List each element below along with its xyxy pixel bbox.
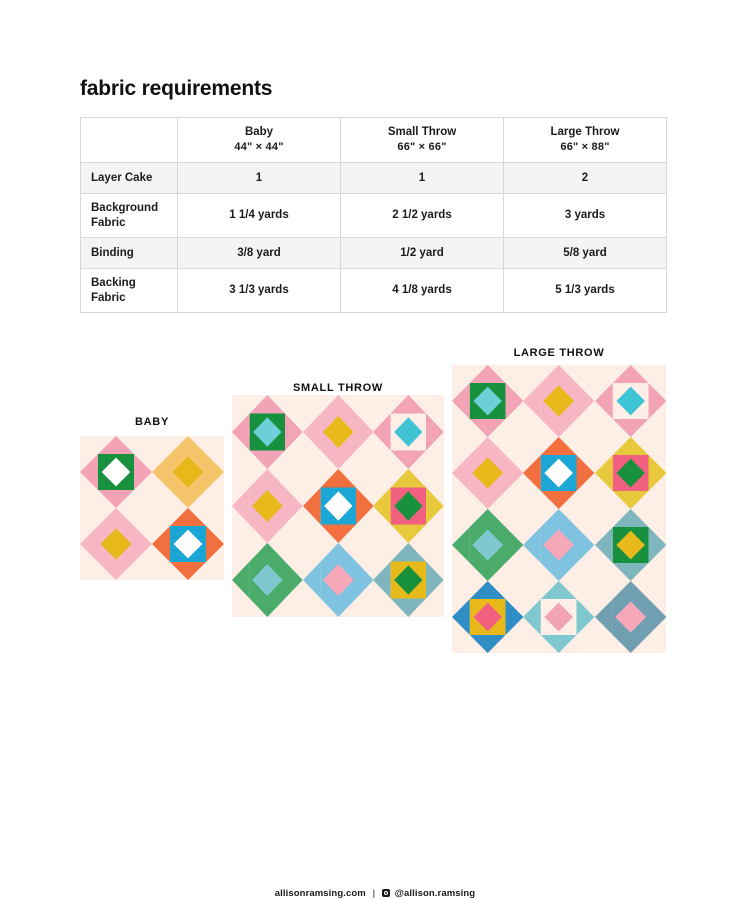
- table-body: [81, 163, 667, 313]
- table-header-row: [81, 118, 667, 163]
- footer-handle[interactable]: @allison.ramsing: [394, 888, 476, 899]
- quilt-label-large-throw: LARGE THROW: [513, 347, 605, 359]
- table-header: [81, 118, 667, 163]
- column-header-small-throw: [341, 118, 504, 163]
- quilt-block: [595, 437, 666, 509]
- quilt-block: [523, 365, 594, 437]
- quilt-block: [523, 581, 594, 653]
- quilt-block: [595, 581, 666, 653]
- table-cell: 4 1/8 yards: [341, 269, 504, 313]
- quilt-block: [373, 469, 444, 543]
- table-cell: 2: [504, 163, 667, 194]
- table-cell: 3 1/3 yards: [178, 269, 341, 313]
- table-cell: 1: [341, 163, 504, 194]
- quilt-block: [373, 395, 444, 469]
- quilt-block: [523, 437, 594, 509]
- row-label: Backing Fabric: [81, 269, 178, 313]
- quilt-block: [595, 509, 666, 581]
- quilt-block: [152, 508, 224, 580]
- quilt-block: [452, 365, 523, 437]
- row-label: Layer Cake: [81, 163, 178, 194]
- footer: [0, 888, 750, 899]
- quilt-label-small-throw: SMALL THROW: [293, 382, 383, 394]
- column-header-large-throw-size: 66" × 88": [560, 141, 610, 154]
- quilt-block: [80, 436, 152, 508]
- quilt-block: [373, 543, 444, 617]
- column-header-small-throw-name: Small Throw: [387, 125, 457, 138]
- fabric-requirements-table: [80, 117, 667, 313]
- quilt-block: [595, 365, 666, 437]
- table-cell: 5/8 yard: [504, 238, 667, 269]
- quilt-block: [232, 395, 303, 469]
- page-title: fabric requirements: [80, 77, 273, 100]
- quilt-block: [303, 395, 374, 469]
- quilt-block: [152, 436, 224, 508]
- quilt-block: [452, 581, 523, 653]
- table-corner-cell: [81, 118, 178, 163]
- quilt-block: [80, 508, 152, 580]
- footer-separator: |: [372, 888, 376, 899]
- instagram-icon: [382, 889, 390, 897]
- column-header-baby: [178, 118, 341, 163]
- table-cell: 1/2 yard: [341, 238, 504, 269]
- table-cell: 2 1/2 yards: [341, 194, 504, 238]
- table-row: [81, 163, 667, 194]
- table-row: [81, 269, 667, 313]
- quilt-block: [303, 543, 374, 617]
- column-header-baby-size: 44" × 44": [234, 141, 284, 154]
- footer-website[interactable]: allisonramsing.com: [274, 888, 366, 899]
- quilt-diagram-baby: [80, 436, 224, 580]
- table-row: [81, 194, 667, 238]
- table-cell: 3 yards: [504, 194, 667, 238]
- column-header-large-throw: [504, 118, 667, 163]
- table-row: [81, 238, 667, 269]
- table-cell: 1 1/4 yards: [178, 194, 341, 238]
- quilt-block: [523, 509, 594, 581]
- table-cell: 1: [178, 163, 341, 194]
- row-label: Background Fabric: [81, 194, 178, 238]
- table-cell: 3/8 yard: [178, 238, 341, 269]
- quilt-block: [232, 469, 303, 543]
- quilt-label-baby: BABY: [135, 416, 169, 428]
- quilt-block: [303, 469, 374, 543]
- column-header-baby-name: Baby: [244, 125, 274, 138]
- column-header-large-throw-name: Large Throw: [550, 125, 620, 138]
- quilt-block: [452, 509, 523, 581]
- quilt-block: [452, 437, 523, 509]
- table-cell: 5 1/3 yards: [504, 269, 667, 313]
- quilt-diagram-small-throw: [232, 395, 444, 617]
- column-header-small-throw-size: 66" × 66": [397, 141, 447, 154]
- quilt-diagram-large-throw: [452, 365, 666, 653]
- row-label: Binding: [81, 238, 178, 269]
- quilt-block: [232, 543, 303, 617]
